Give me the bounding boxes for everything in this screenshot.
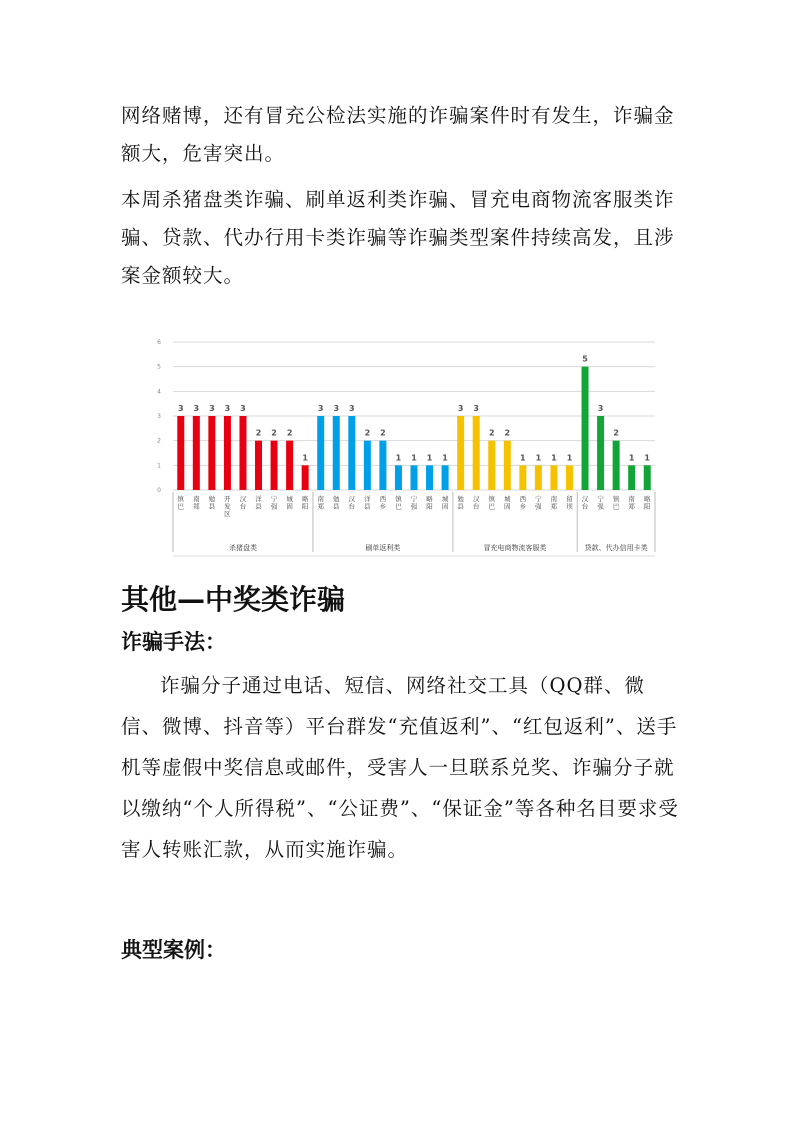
category-label: 县 (255, 502, 262, 511)
category-label: 巴 (612, 502, 620, 511)
data-label: 2 (488, 428, 495, 438)
category-label: 南 (550, 495, 558, 503)
data-label: 1 (395, 453, 402, 463)
bar (473, 416, 480, 490)
category-label: 镇 (488, 495, 495, 503)
category-label: 县 (333, 502, 340, 511)
fraud-method-heading: 诈骗手法： (121, 630, 226, 654)
data-label: 3 (317, 404, 324, 413)
category-label: 强 (597, 502, 604, 511)
data-label: 1 (644, 453, 651, 463)
y-tick-label: 0 (157, 487, 161, 494)
bar (411, 465, 418, 490)
section-title: 其他—中奖类诈骗 (121, 583, 346, 616)
category-label: 城 (441, 495, 449, 503)
group-label: 冒充电商物流客服类 (483, 544, 547, 552)
category-label: 镇 (177, 495, 185, 503)
bar (193, 416, 200, 490)
y-tick-label: 2 (157, 437, 161, 445)
bar (177, 416, 184, 490)
intro-paragraph: 网络赌博，还有冒充公检法实施的诈骗案件时有发生，诈骗金额大，危害突出。 (121, 104, 675, 165)
category-label: 略 (426, 495, 433, 503)
data-label: 2 (286, 428, 293, 438)
bar (208, 416, 215, 490)
category-label: 汉 (348, 495, 356, 503)
group-label: 贷款、代办信用卡类 (584, 544, 648, 552)
bar (442, 465, 449, 490)
category-label: 巴 (395, 502, 402, 511)
bar (582, 367, 589, 490)
bar (519, 465, 526, 490)
category-label: 郑 (628, 502, 635, 511)
category-label: 强 (410, 502, 418, 511)
bar (302, 465, 309, 490)
data-label: 3 (240, 404, 246, 413)
data-label: 3 (224, 404, 231, 413)
category-label: 县 (364, 502, 371, 511)
bar (488, 441, 495, 490)
category-label: 阳 (301, 502, 309, 511)
category-label: 乡 (379, 502, 387, 511)
bar (535, 465, 542, 490)
category-label: 坝 (566, 502, 573, 511)
category-label: 南 (193, 495, 200, 503)
bar (504, 441, 511, 490)
category-label: 汉 (239, 495, 247, 503)
data-label: 1 (426, 453, 433, 463)
data-label: 1 (302, 453, 308, 463)
category-label: 县 (457, 502, 464, 511)
data-label: 2 (613, 428, 619, 438)
category-label: 略 (301, 495, 309, 503)
category-label: 留 (566, 495, 573, 503)
bar (379, 441, 386, 490)
bar (395, 465, 402, 490)
data-label: 2 (380, 428, 386, 438)
data-label: 5 (582, 354, 588, 364)
category-label: 西 (379, 495, 387, 503)
category-label: 县 (208, 502, 216, 511)
category-label: 洋 (255, 495, 262, 503)
data-label: 1 (442, 453, 448, 463)
data-label: 3 (193, 404, 200, 413)
y-tick-label: 6 (157, 339, 161, 346)
category-label: 巴 (177, 502, 185, 511)
data-label: 3 (177, 404, 184, 413)
bar (271, 441, 278, 490)
data-label: 3 (597, 404, 604, 413)
data-label: 3 (209, 404, 215, 413)
category-label: 固 (286, 502, 293, 511)
category-label: 镇 (612, 495, 620, 503)
bar (255, 441, 262, 490)
bar (333, 416, 340, 490)
y-tick-label: 1 (157, 462, 161, 470)
bar (613, 441, 620, 490)
category-label: 阳 (426, 502, 433, 511)
group-label: 刷单返利类 (365, 544, 401, 552)
data-label: 1 (551, 453, 557, 463)
category-label: 汉 (581, 495, 589, 503)
data-label: 3 (349, 404, 355, 413)
category-label: 郑 (317, 502, 324, 511)
category-label: 宁 (535, 495, 542, 503)
data-label: 1 (411, 453, 417, 463)
category-label: 勉 (457, 495, 464, 503)
category-label: 城 (504, 495, 511, 503)
category-label: 西 (519, 495, 527, 503)
category-label: 宁 (597, 495, 604, 503)
category-label: 郑 (193, 502, 200, 511)
chart-svg (121, 322, 673, 560)
typical-case-heading: 典型案例： (121, 938, 226, 962)
category-label: 固 (504, 502, 511, 511)
category-label: 台 (581, 502, 589, 511)
category-label: 南 (317, 495, 324, 503)
category-label: 乡 (519, 502, 527, 511)
data-label: 2 (271, 428, 277, 438)
bar (317, 416, 324, 490)
data-label: 1 (566, 453, 573, 463)
data-label: 3 (473, 404, 479, 413)
category-label: 台 (472, 502, 480, 511)
data-label: 1 (628, 453, 635, 463)
data-label: 2 (364, 428, 371, 438)
category-label: 略 (643, 495, 651, 503)
category-label: 发 (224, 502, 231, 511)
category-label: 巴 (488, 502, 495, 511)
bar (566, 465, 573, 490)
bar (224, 416, 231, 490)
category-label: 勉 (208, 495, 216, 503)
category-label: 宁 (410, 495, 418, 503)
category-label: 固 (441, 502, 449, 511)
category-label: 洋 (364, 495, 371, 503)
data-label: 2 (504, 428, 511, 438)
data-label: 2 (255, 428, 262, 438)
data-label: 1 (520, 453, 526, 463)
bar (364, 441, 371, 490)
category-label: 城 (286, 495, 293, 503)
category-label: 区 (224, 510, 231, 518)
y-tick-label: 4 (157, 388, 161, 396)
bar (550, 465, 557, 490)
group-label: 杀猪盘类 (228, 544, 257, 552)
bar (457, 416, 464, 490)
category-label: 镇 (395, 495, 402, 503)
fraud-method-paragraph: 诈骗分子通过电话、短信、网络社交工具（QQ群、微信、微博、抖音等）平台群发“充值返利”、“红包返利”、送手机等虚假中奖信息或邮件，受害人一旦联系兑奖、诈骗分子就以缴纳“个人所得税”、“公证费”、“保证金”等各种名目要求受害人转账汇款，从而实施诈骗。 (121, 674, 679, 861)
data-label: 3 (457, 404, 464, 413)
category-label: 汉 (472, 495, 480, 503)
category-label: 台 (348, 502, 356, 511)
category-label: 阳 (643, 502, 651, 511)
bar (644, 465, 651, 490)
category-label: 强 (270, 502, 278, 511)
category-label: 台 (239, 502, 247, 511)
category-label: 郑 (550, 502, 558, 511)
category-label: 开 (224, 495, 231, 503)
bar (286, 441, 293, 490)
data-label: 3 (333, 404, 340, 413)
category-label: 勉 (333, 495, 340, 503)
bar (239, 416, 246, 490)
bar (628, 465, 635, 490)
bar (348, 416, 355, 490)
bar (426, 465, 433, 490)
data-label: 1 (535, 453, 542, 463)
y-tick-label: 5 (157, 363, 161, 371)
category-label: 强 (535, 502, 542, 511)
y-tick-label: 3 (157, 413, 161, 420)
weekly-summary-paragraph: 本周杀猪盘类诈骗、刷单返利类诈骗、冒充电商物流客服类诈骗、贷款、代办行用卡类诈骗等诈骗类型案件持续高发，且涉案金额较大。 (121, 188, 675, 287)
category-label: 宁 (270, 495, 278, 503)
fraud-type-bar-chart (121, 322, 673, 560)
bar (597, 416, 604, 490)
category-label: 南 (628, 495, 635, 503)
